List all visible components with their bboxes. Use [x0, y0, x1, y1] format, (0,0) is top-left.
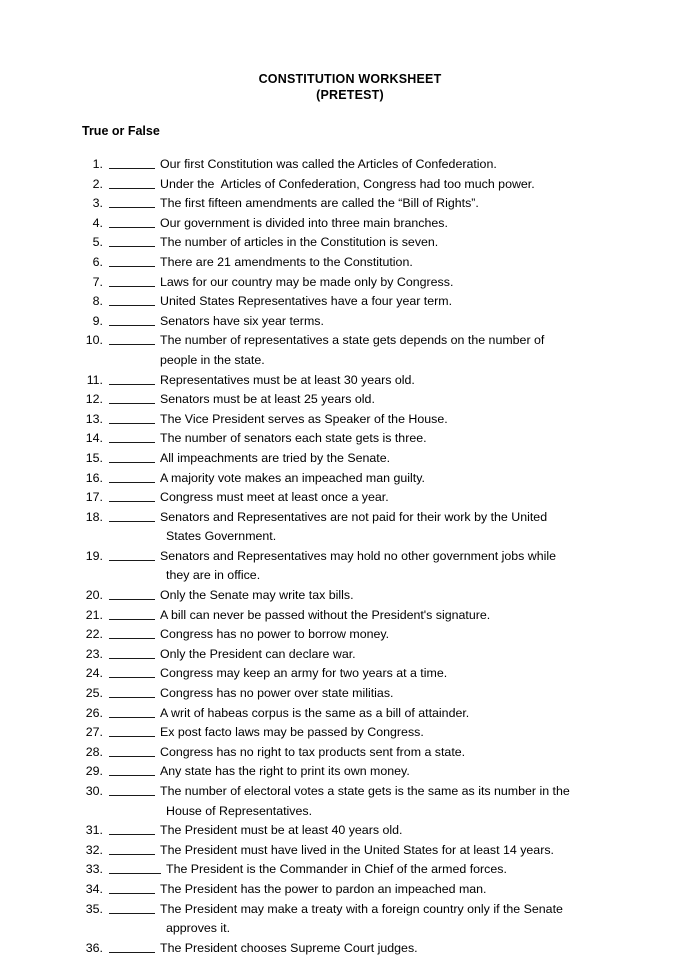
- question-number: 29.: [85, 764, 103, 779]
- answer-blank[interactable]: [109, 880, 155, 894]
- question-text: [160, 469, 622, 489]
- answer-blank[interactable]: [109, 508, 155, 522]
- answer-blank[interactable]: [109, 194, 155, 208]
- question-text-line: Congress must meet at least once a year.: [160, 490, 389, 505]
- question-text: [160, 390, 622, 410]
- question-text-continuation: House of Representatives.: [166, 803, 313, 818]
- question-text-line: Congress has no power to borrow money.: [160, 627, 390, 642]
- question-text: [160, 625, 622, 645]
- question-text-line: Senators and Representatives are not paid for their work by the United: [160, 509, 548, 524]
- question-text-line: Senators and Representatives may hold no other government jobs while: [160, 548, 557, 563]
- list-item: [0, 155, 700, 175]
- question-text-line: The President has the power to pardon an impeached man.: [160, 881, 487, 896]
- question-text-line: There are 21 amendments to the Constitution.: [160, 254, 413, 269]
- question-text-line: The number of electoral votes a state gets is the same as its number in the: [160, 784, 570, 798]
- question-number: 24.: [85, 666, 103, 681]
- question-text: [160, 606, 622, 626]
- question-text-line: The Vice President serves as Speaker of the House.: [160, 411, 448, 426]
- question-text: [160, 762, 622, 782]
- list-item: [0, 704, 700, 724]
- list-item: [0, 625, 700, 645]
- list-item: [0, 508, 700, 547]
- question-text: [160, 371, 622, 391]
- answer-blank[interactable]: [109, 547, 155, 561]
- list-item: [0, 312, 700, 332]
- list-item: [0, 782, 700, 821]
- answer-blank[interactable]: [109, 429, 155, 443]
- question-text: [160, 841, 622, 861]
- list-item: [0, 821, 700, 841]
- question-text: [160, 488, 622, 508]
- question-number: 28.: [85, 744, 103, 759]
- list-item: [0, 488, 700, 508]
- question-text-line: The President chooses Supreme Court judges.: [160, 940, 418, 955]
- question-number: 26.: [85, 705, 103, 720]
- question-text: [160, 939, 622, 958]
- question-text-line: The President may make a treaty with a foreign country only if the Senate: [160, 901, 563, 916]
- question-text-line: Congress has no right to tax products sent from a state.: [160, 744, 466, 759]
- answer-blank[interactable]: [109, 841, 155, 855]
- answer-blank[interactable]: [109, 155, 155, 169]
- answer-blank[interactable]: [109, 645, 155, 659]
- question-text: [160, 547, 622, 586]
- question-text-line: Representatives must be at least 30 years old.: [160, 372, 415, 387]
- question-text-line: The first fifteen amendments are called the “Bill of Rights”.: [160, 196, 479, 211]
- question-number: 12.: [85, 392, 103, 407]
- question-number: 20.: [85, 588, 103, 603]
- answer-blank[interactable]: [109, 390, 155, 404]
- question-number: 18.: [85, 509, 103, 524]
- list-item: [0, 645, 700, 665]
- document-title-block: [0, 0, 700, 103]
- list-item: [0, 253, 700, 273]
- answer-blank[interactable]: [109, 860, 161, 874]
- list-item: [0, 684, 700, 704]
- answer-blank[interactable]: [109, 469, 155, 483]
- question-text: [160, 410, 622, 430]
- question-number: 6.: [92, 254, 103, 269]
- question-text: [160, 900, 622, 939]
- answer-blank[interactable]: [109, 743, 155, 757]
- question-number: 34.: [85, 881, 103, 896]
- page-title: CONSTITUTION WORKSHEET: [258, 72, 442, 86]
- answer-blank[interactable]: [109, 273, 155, 287]
- question-number: 23.: [85, 646, 103, 661]
- question-text-line: Any state has the right to print its own money.: [160, 764, 410, 779]
- question-text-line: Congress may keep an army for two years at a time.: [160, 666, 448, 681]
- list-item: [0, 214, 700, 234]
- question-text-line: Only the Senate may write tax bills.: [160, 588, 354, 603]
- list-item: [0, 331, 700, 370]
- list-item: [0, 723, 700, 743]
- question-text: [160, 782, 622, 821]
- question-number: 10.: [85, 333, 103, 348]
- question-number: 36.: [85, 940, 103, 955]
- list-item: [0, 860, 700, 880]
- question-number: 13.: [85, 411, 103, 426]
- question-text: [160, 449, 622, 469]
- question-text: [160, 508, 622, 547]
- question-text: [160, 194, 622, 214]
- question-list: [0, 139, 700, 958]
- answer-blank[interactable]: [109, 312, 155, 326]
- answer-blank[interactable]: [109, 331, 155, 345]
- answer-blank[interactable]: [109, 214, 155, 228]
- question-number: 8.: [92, 294, 103, 309]
- list-item: [0, 841, 700, 861]
- list-item: [0, 586, 700, 606]
- question-text-line: Only the President can declare war.: [160, 646, 356, 661]
- answer-blank[interactable]: [109, 410, 155, 424]
- question-text-line: Congress has no power over state militias.: [160, 686, 394, 701]
- question-text-line: Our government is divided into three main branches.: [160, 215, 448, 230]
- list-item: [0, 233, 700, 253]
- question-text: [160, 664, 622, 684]
- question-number: 14.: [85, 431, 103, 446]
- question-text: [160, 292, 622, 312]
- question-number: 2.: [92, 176, 103, 191]
- answer-blank[interactable]: [109, 821, 155, 835]
- question-number: 27.: [85, 725, 103, 740]
- answer-blank[interactable]: [109, 939, 155, 953]
- answer-blank[interactable]: [109, 371, 155, 385]
- list-item: [0, 175, 700, 195]
- answer-blank[interactable]: [109, 449, 155, 463]
- question-text: [160, 233, 622, 253]
- question-text: [160, 214, 622, 234]
- question-number: 11.: [86, 372, 103, 387]
- answer-blank[interactable]: [109, 762, 155, 776]
- list-item: [0, 743, 700, 763]
- question-text-line: All impeachments are tried by the Senate.: [160, 450, 391, 465]
- answer-blank[interactable]: [109, 900, 155, 914]
- question-text: [160, 645, 622, 665]
- question-text-line: Our first Constitution was called the Articles of Confederation.: [160, 157, 497, 171]
- list-item: [0, 762, 700, 782]
- question-text-line: A bill can never be passed without the President's signature.: [160, 607, 491, 622]
- question-number: 16.: [85, 470, 103, 485]
- question-text: [160, 429, 622, 449]
- question-text-line: Senators have six year terms.: [160, 313, 324, 328]
- list-item: [0, 939, 700, 958]
- question-number: 35.: [85, 901, 103, 916]
- question-text-line: The number of articles in the Constitution is seven.: [160, 235, 439, 250]
- answer-blank[interactable]: [109, 625, 155, 639]
- answer-blank[interactable]: [109, 664, 155, 678]
- list-item: [0, 273, 700, 293]
- answer-blank[interactable]: [109, 723, 155, 737]
- question-number: 15.: [85, 450, 103, 465]
- question-text-line: The President must have lived in the United States for at least 14 years.: [160, 842, 554, 857]
- question-text-continuation: they are in office.: [166, 568, 261, 583]
- list-item: [0, 410, 700, 430]
- question-text-line: Laws for our country may be made only by Congress.: [160, 274, 454, 289]
- question-text: [160, 312, 622, 332]
- answer-blank[interactable]: [109, 488, 155, 502]
- question-number: 19.: [85, 548, 103, 563]
- list-item: [0, 469, 700, 489]
- question-number: 7.: [92, 274, 103, 289]
- question-text: [160, 684, 622, 704]
- list-item: [0, 194, 700, 214]
- page-subtitle: (PRETEST): [316, 88, 384, 102]
- section-heading-true-or-false: True or False: [82, 124, 160, 138]
- question-text: [160, 821, 622, 841]
- question-text: [160, 880, 622, 900]
- question-text-line: Ex post facto laws may be passed by Congress.: [160, 725, 424, 740]
- question-text-continuation: approves it.: [166, 921, 231, 936]
- list-item: [0, 547, 700, 586]
- question-text: [160, 586, 622, 606]
- question-text-line: United States Representatives have a four year term.: [160, 294, 453, 309]
- question-number: 5.: [92, 235, 103, 250]
- question-text: [160, 155, 622, 175]
- question-text: [166, 860, 628, 880]
- question-text-line: A writ of habeas corpus is the same as a bill of attainder.: [160, 705, 470, 720]
- list-item: [0, 880, 700, 900]
- question-number: 25.: [85, 686, 103, 701]
- answer-blank[interactable]: [109, 233, 155, 247]
- list-item: [0, 664, 700, 684]
- question-text-line: The President must be at least 40 years old.: [160, 823, 403, 838]
- answer-blank[interactable]: [109, 684, 155, 698]
- question-text: [160, 253, 622, 273]
- list-item: [0, 390, 700, 410]
- answer-blank[interactable]: [109, 175, 155, 189]
- question-text-line: The number of representatives a state gets depends on the number of: [160, 333, 545, 348]
- question-number: 4.: [92, 215, 103, 230]
- question-text: [160, 273, 622, 293]
- answer-blank[interactable]: [109, 586, 155, 600]
- question-text-continuation: people in the state.: [160, 352, 265, 367]
- question-number: 32.: [85, 842, 103, 857]
- question-text-line: Under the Articles of Confederation, Congress had too much power.: [160, 176, 535, 191]
- list-item: [0, 449, 700, 469]
- question-number: 9.: [92, 313, 103, 328]
- question-number: 30.: [85, 784, 103, 798]
- question-text-line: Senators must be at least 25 years old.: [160, 392, 375, 407]
- question-number: 17.: [85, 490, 103, 505]
- question-number: 3.: [92, 196, 103, 211]
- question-text: [160, 743, 622, 763]
- question-text-line: The President is the Commander in Chief of the armed forces.: [166, 862, 507, 877]
- question-text: [160, 723, 622, 743]
- question-text: [160, 331, 622, 370]
- question-text-line: A majority vote makes an impeached man guilty.: [160, 470, 425, 485]
- list-item: [0, 371, 700, 391]
- answer-blank[interactable]: [109, 704, 155, 718]
- answer-blank[interactable]: [109, 606, 155, 620]
- question-number: 1.: [92, 157, 103, 171]
- question-number: 22.: [85, 627, 103, 642]
- list-item: [0, 292, 700, 312]
- question-text-line: The number of senators each state gets is three.: [160, 431, 427, 446]
- list-item: [0, 900, 700, 939]
- question-number: 33.: [85, 862, 103, 877]
- question-text-continuation: States Government.: [166, 529, 277, 544]
- answer-blank[interactable]: [109, 292, 155, 306]
- list-item: [0, 429, 700, 449]
- answer-blank[interactable]: [109, 782, 155, 796]
- question-text: [160, 175, 622, 195]
- list-item: [0, 606, 700, 626]
- question-number: 31.: [85, 823, 103, 838]
- question-number: 21.: [85, 607, 103, 622]
- question-text: [160, 704, 622, 724]
- answer-blank[interactable]: [109, 253, 155, 267]
